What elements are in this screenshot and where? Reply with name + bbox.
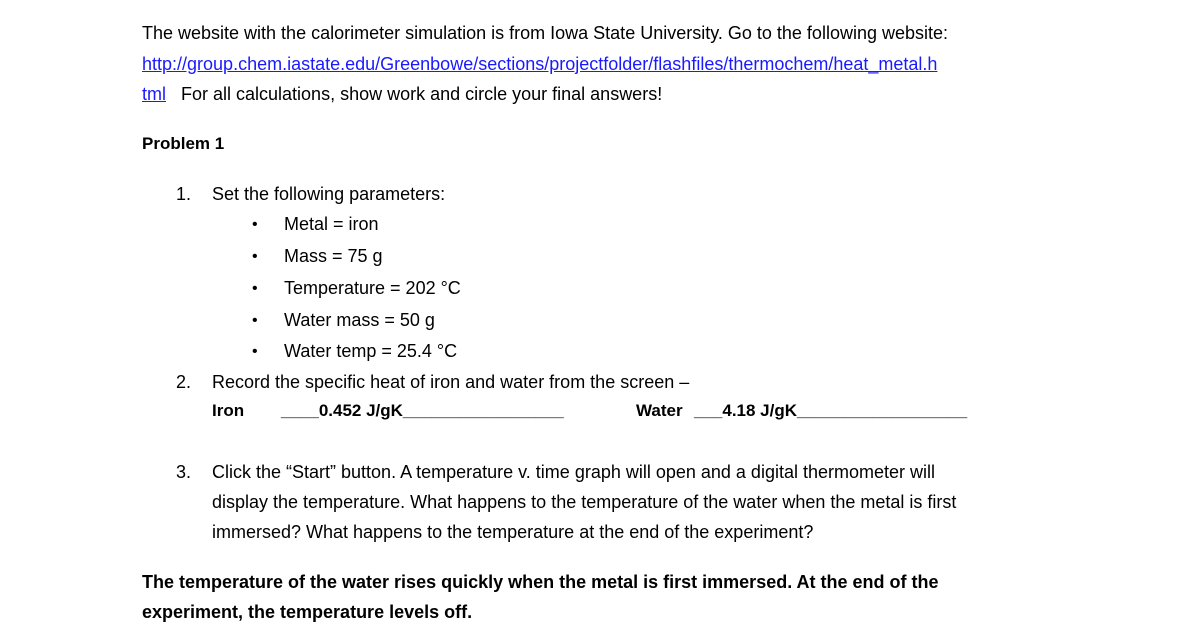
bullet-icon: • xyxy=(252,216,258,233)
bullet-icon: • xyxy=(252,343,258,360)
step-1-number: 1. xyxy=(176,184,192,204)
parameter-temperature: Temperature = 202 °C xyxy=(284,278,461,298)
parameter-mass: Mass = 75 g xyxy=(284,246,383,266)
intro-line-1: The website with the calorimeter simulation is from Iowa State University. Go to the following website: xyxy=(142,23,949,43)
parameter-water-temp: Water temp = 25.4 °C xyxy=(284,341,458,361)
iron-label: Iron xyxy=(212,401,245,420)
water-label: Water xyxy=(636,401,683,420)
answer-line-2: experiment, the temperature levels off. xyxy=(142,602,473,622)
iron-specific-heat-answer: ____0.452 J/gK_________________ xyxy=(281,401,564,420)
step-2-text: Record the specific heat of iron and water from the screen – xyxy=(212,372,690,392)
answer-line-1: The temperature of the water rises quickly when the metal is first immersed. At the end of the xyxy=(142,572,939,592)
bullet-icon: • xyxy=(252,280,258,297)
water-specific-heat-answer: ___4.18 J/gK__________________ xyxy=(694,401,968,420)
step-3-line-2: display the temperature. What happens to the temperature of the water when the metal is first xyxy=(212,492,957,512)
step-3-line-3: immersed? What happens to the temperature at the end of the experiment? xyxy=(212,522,814,542)
problem-heading: Problem 1 xyxy=(142,134,225,153)
simulation-url-link-continued[interactable]: tml xyxy=(142,84,166,104)
parameter-metal: Metal = iron xyxy=(284,214,379,234)
step-3-number: 3. xyxy=(176,462,192,482)
parameter-water-mass: Water mass = 50 g xyxy=(284,310,435,330)
bullet-icon: • xyxy=(252,248,258,265)
bullet-icon: • xyxy=(252,312,258,329)
step-2-number: 2. xyxy=(176,372,192,392)
simulation-url-link[interactable]: http://group.chem.iastate.edu/Greenbowe/sections/projectfolder/flashfiles/thermochem/heat_metal.h xyxy=(142,54,938,74)
intro-instructions: For all calculations, show work and circle your final answers! xyxy=(181,84,663,104)
step-1-text: Set the following parameters: xyxy=(212,184,446,204)
step-3-line-1: Click the “Start” button. A temperature v. time graph will open and a digital thermometer will xyxy=(212,462,935,482)
